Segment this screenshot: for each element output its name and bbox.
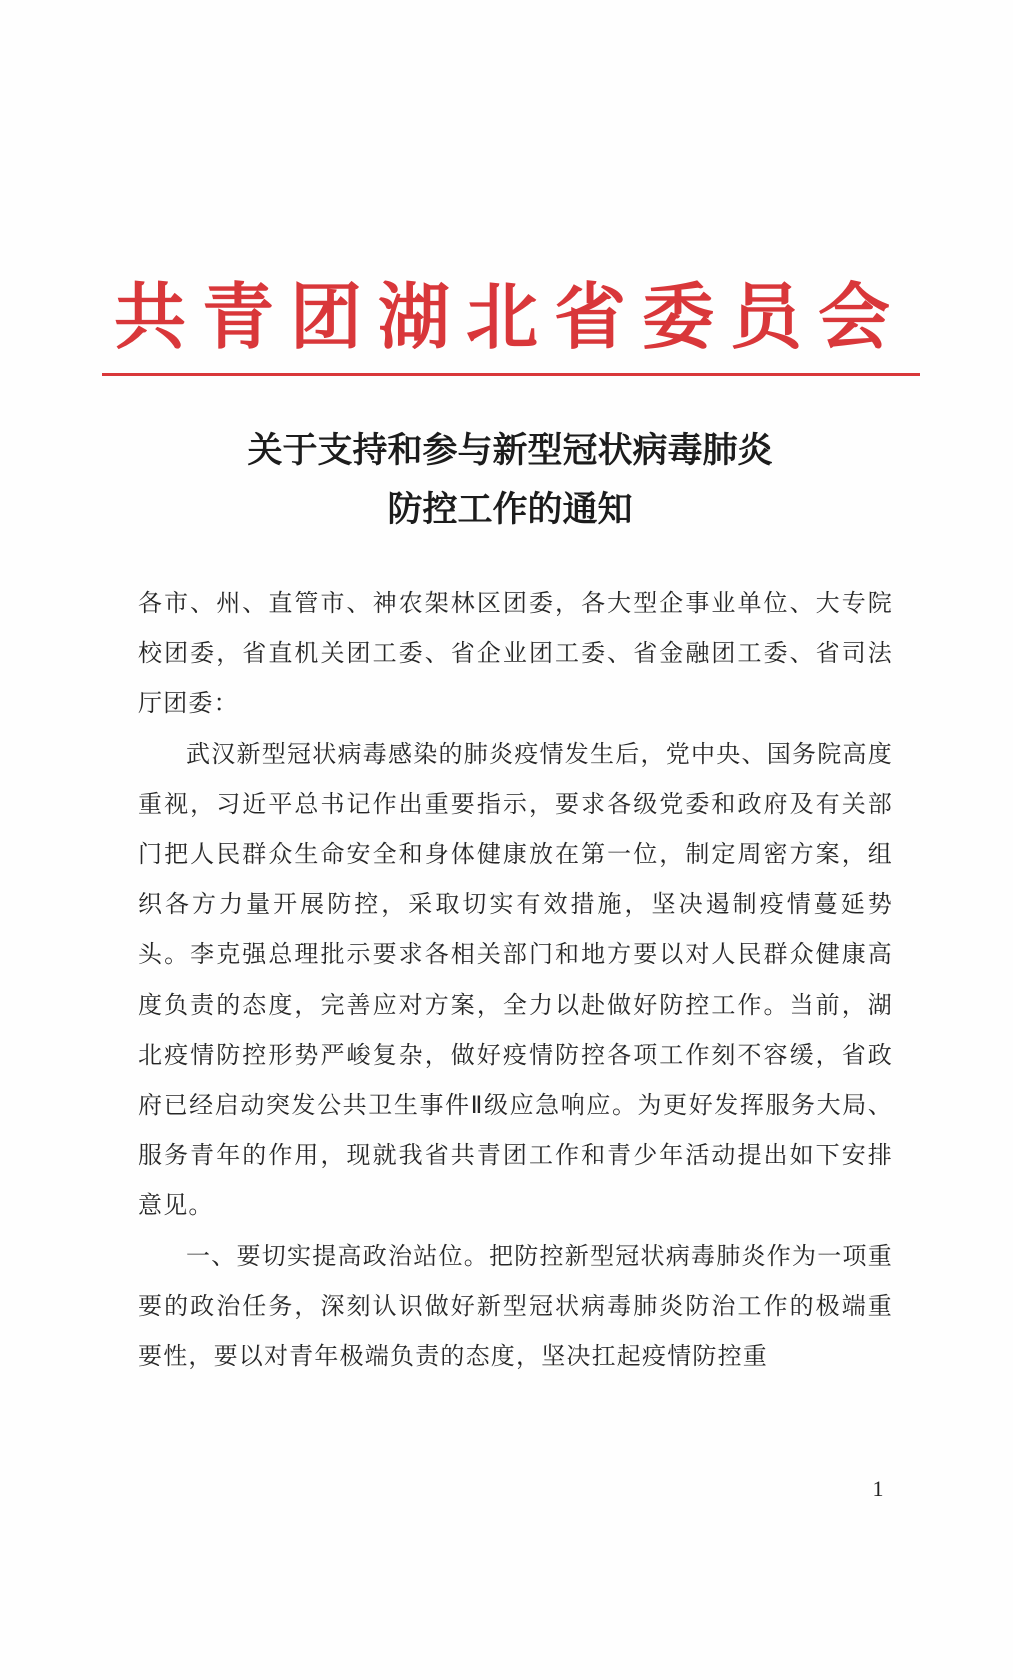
- title-line-2: 防控工作的通知: [387, 489, 633, 530]
- title-line-1: 关于支持和参与新型冠状病毒肺炎: [247, 430, 773, 471]
- letterhead-red-rule: [102, 373, 920, 376]
- document-title: [100, 421, 920, 539]
- body-paragraph-1: 武汉新型冠状病毒感染的肺炎疫情发生后，党中央、国务院高度重视，习近平总书记作出重要指示，要求各级党委和政府及有关部门把人民群众生命安全和身体健康放在第一位，制定周密方案，组织各方力量开展防控，采取切实有效措施，坚决遏制疫情蔓延势头。李克强总理批示要求各相关部门和地方要以对人民群众健康高度负责的态度，完善应对方案，全力以赴做好防控工作。当前，湖北疫情防控形势严峻复杂，做好疫情防控各项工作刻不容缓，省政府已经启动突发公共卫生事件Ⅱ级应急响应。为更好发挥服务大局、服务青年的作用，现就我省共青团工作和青少年活动提出如下安排意见。: [138, 739, 893, 1220]
- letterhead-org-name: 共青团湖北省委员会: [113, 274, 906, 359]
- document-body: [138, 578, 893, 1381]
- addressee-paragraph: 各市、州、直管市、神农架林区团委，各大型企事业单位、大专院校团委，省直机关团工委、省企业团工委、省金融团工委、省司法厅团委：: [138, 589, 893, 718]
- page-number: 1: [872, 1476, 884, 1501]
- body-paragraph-2: 一、要切实提高政治站位。把防控新型冠状病毒肺炎作为一项重要的政治任务，深刻认识做好新型冠状病毒肺炎防治工作的极端重要性，要以对青年极端负责的态度，坚决扛起疫情防控重: [138, 1241, 893, 1371]
